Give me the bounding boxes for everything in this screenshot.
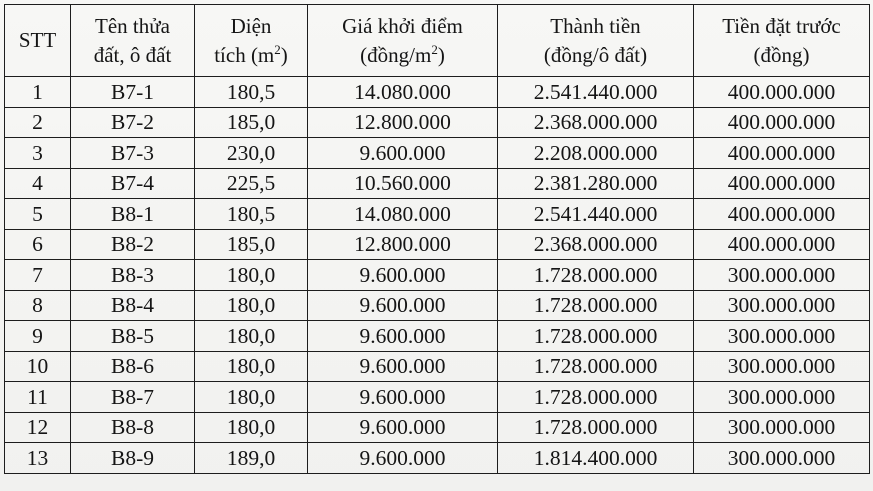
cell-total: 2.368.000.000 <box>498 107 694 138</box>
cell-starting-price: 12.800.000 <box>308 107 498 138</box>
cell-area: 180,0 <box>195 412 308 443</box>
cell-starting-price: 9.600.000 <box>308 382 498 413</box>
cell-lot-name: B7-1 <box>71 77 195 108</box>
cell-area: 185,0 <box>195 107 308 138</box>
cell-deposit: 300.000.000 <box>694 290 870 321</box>
cell-stt: 9 <box>5 321 71 352</box>
header-starting-price-line1: Giá khởi điểm <box>342 13 463 38</box>
cell-starting-price: 12.800.000 <box>308 229 498 260</box>
header-deposit <box>694 5 870 77</box>
table-row <box>5 168 870 199</box>
header-total-line1: Thành tiền <box>550 13 641 38</box>
header-row <box>5 5 870 77</box>
cell-total: 1.728.000.000 <box>498 382 694 413</box>
cell-total: 1.728.000.000 <box>498 351 694 382</box>
cell-area: 180,5 <box>195 199 308 230</box>
table-row <box>5 138 870 169</box>
table-row <box>5 382 870 413</box>
table-body <box>5 77 870 474</box>
cell-area: 180,0 <box>195 382 308 413</box>
cell-stt: 1 <box>5 77 71 108</box>
cell-total: 2.541.440.000 <box>498 199 694 230</box>
cell-total: 1.728.000.000 <box>498 260 694 291</box>
cell-stt: 8 <box>5 290 71 321</box>
table-row <box>5 260 870 291</box>
cell-lot-name: B8-1 <box>71 199 195 230</box>
cell-starting-price: 14.080.000 <box>308 77 498 108</box>
cell-stt: 4 <box>5 168 71 199</box>
header-area <box>195 5 308 77</box>
cell-lot-name: B7-4 <box>71 168 195 199</box>
header-area-line1: Diện <box>230 13 272 38</box>
table-row <box>5 321 870 352</box>
cell-stt: 11 <box>5 382 71 413</box>
cell-total: 1.728.000.000 <box>498 321 694 352</box>
header-lot-name <box>71 5 195 77</box>
table-header <box>5 5 870 77</box>
header-total <box>498 5 694 77</box>
cell-stt: 5 <box>5 199 71 230</box>
cell-total: 1.728.000.000 <box>498 412 694 443</box>
table-row <box>5 77 870 108</box>
cell-deposit: 400.000.000 <box>694 199 870 230</box>
cell-starting-price: 10.560.000 <box>308 168 498 199</box>
cell-starting-price: 9.600.000 <box>308 138 498 169</box>
cell-total: 1.728.000.000 <box>498 290 694 321</box>
cell-area: 180,0 <box>195 290 308 321</box>
cell-deposit: 300.000.000 <box>694 443 870 474</box>
cell-starting-price: 14.080.000 <box>308 199 498 230</box>
cell-stt: 2 <box>5 107 71 138</box>
cell-total: 2.368.000.000 <box>498 229 694 260</box>
cell-total: 2.208.000.000 <box>498 138 694 169</box>
cell-area: 189,0 <box>195 443 308 474</box>
header-lot-name-line2: đất, ô đất <box>93 42 172 67</box>
cell-lot-name: B8-5 <box>71 321 195 352</box>
cell-lot-name: B8-7 <box>71 382 195 413</box>
cell-deposit: 400.000.000 <box>694 77 870 108</box>
cell-area: 230,0 <box>195 138 308 169</box>
table-row <box>5 412 870 443</box>
cell-starting-price: 9.600.000 <box>308 443 498 474</box>
header-area-line2: tích $(m^2)$ <box>214 41 288 67</box>
cell-total: 2.541.440.000 <box>498 77 694 108</box>
cell-stt: 10 <box>5 351 71 382</box>
table-row <box>5 107 870 138</box>
cell-lot-name: B8-8 <box>71 412 195 443</box>
cell-lot-name: B8-4 <box>71 290 195 321</box>
cell-deposit: 400.000.000 <box>694 168 870 199</box>
header-stt: STT <box>5 5 71 77</box>
cell-area: 225,5 <box>195 168 308 199</box>
cell-deposit: 400.000.000 <box>694 107 870 138</box>
cell-area: 180,5 <box>195 77 308 108</box>
cell-starting-price: 9.600.000 <box>308 290 498 321</box>
cell-lot-name: B8-3 <box>71 260 195 291</box>
header-starting-price <box>308 5 498 77</box>
table-row <box>5 229 870 260</box>
cell-deposit: 400.000.000 <box>694 229 870 260</box>
cell-lot-name: B7-2 <box>71 107 195 138</box>
cell-deposit: 400.000.000 <box>694 138 870 169</box>
cell-area: 180,0 <box>195 260 308 291</box>
cell-stt: 6 <box>5 229 71 260</box>
cell-deposit: 300.000.000 <box>694 351 870 382</box>
cell-starting-price: 9.600.000 <box>308 321 498 352</box>
cell-deposit: 300.000.000 <box>694 412 870 443</box>
land-auction-table <box>4 4 870 474</box>
cell-lot-name: B8-2 <box>71 229 195 260</box>
cell-lot-name: B8-9 <box>71 443 195 474</box>
header-lot-name-line1: Tên thửa <box>95 13 170 38</box>
cell-starting-price: 9.600.000 <box>308 260 498 291</box>
cell-lot-name: B7-3 <box>71 138 195 169</box>
header-deposit-line2: (đồng) <box>753 42 810 67</box>
cell-stt: 7 <box>5 260 71 291</box>
cell-area: 180,0 <box>195 351 308 382</box>
cell-lot-name: B8-6 <box>71 351 195 382</box>
cell-stt: 3 <box>5 138 71 169</box>
cell-starting-price: 9.600.000 <box>308 412 498 443</box>
header-deposit-line1: Tiền đặt trước <box>722 13 841 38</box>
cell-area: 180,0 <box>195 321 308 352</box>
cell-starting-price: 9.600.000 <box>308 351 498 382</box>
table-row <box>5 290 870 321</box>
header-starting-price-line2: $(đồng/m^2)$ <box>360 41 445 67</box>
cell-stt: 13 <box>5 443 71 474</box>
cell-total: 2.381.280.000 <box>498 168 694 199</box>
cell-total: 1.814.400.000 <box>498 443 694 474</box>
cell-stt: 12 <box>5 412 71 443</box>
cell-deposit: 300.000.000 <box>694 382 870 413</box>
header-total-line2: (đồng/ô đất) <box>543 42 648 67</box>
table-row <box>5 443 870 474</box>
table-row <box>5 351 870 382</box>
table-row <box>5 199 870 230</box>
cell-deposit: 300.000.000 <box>694 321 870 352</box>
cell-area: 185,0 <box>195 229 308 260</box>
cell-deposit: 300.000.000 <box>694 260 870 291</box>
